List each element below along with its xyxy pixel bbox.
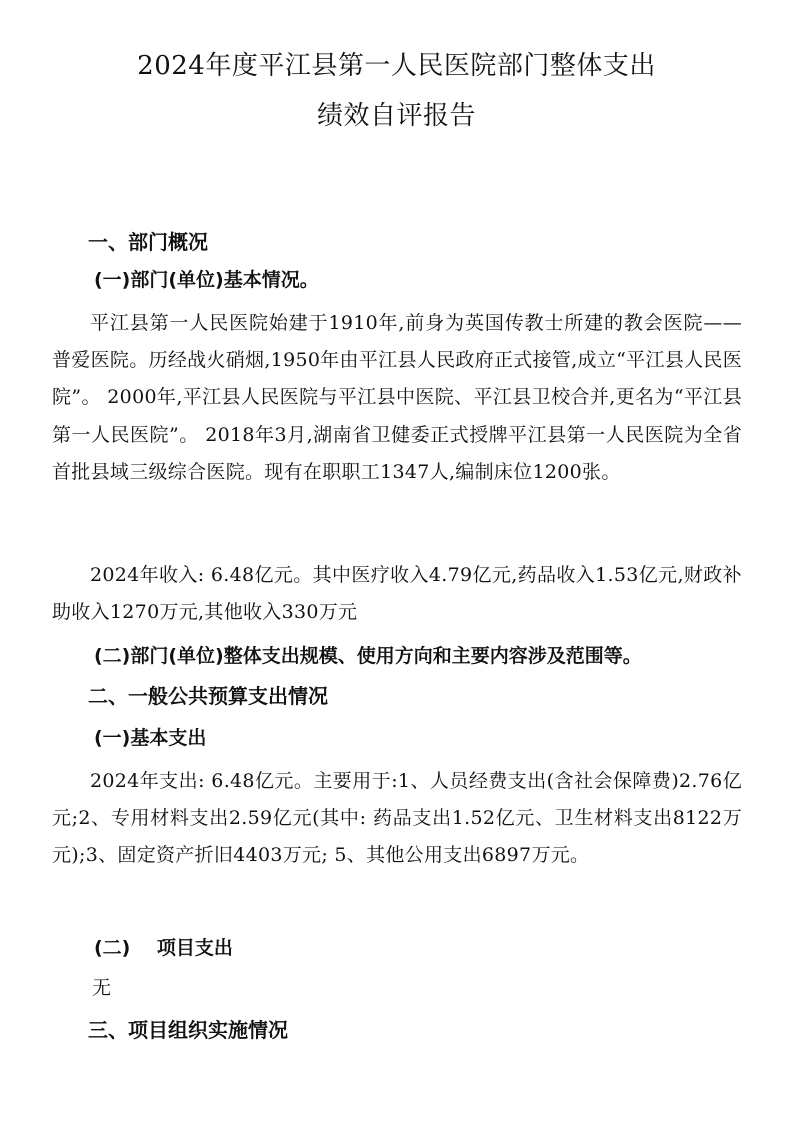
section-1-2-heading: (二)部门(单位)整体支出规模、使用方向和主要内容涉及范围等。 xyxy=(94,645,642,667)
section-2-heading: 二、一般公共预算支出情况 xyxy=(88,684,328,708)
section-2-2-text: 无 xyxy=(92,977,112,999)
section-1-1-paragraph-2: 2024年收入: 6.48亿元。其中医疗收入4.79亿元,药品收入1.53亿元,财政补助收入1270万元,其他收入330万元 xyxy=(52,564,742,624)
document-title-line2: 绩效自评报告 xyxy=(316,101,476,131)
section-1-heading: 一、部门概况 xyxy=(88,230,208,254)
section-3-heading: 三、项目组织实施情况 xyxy=(88,1018,288,1042)
section-1-1-paragraph-1: 平江县第一人民医院始建于1910年,前身为英国传教士所建的教会医院——普爱医院。历经战火硝烟,1950年由平江县人民政府正式接管,成立“平江县人民医院”。 2000年,平江县人民医院与平江县中医院、平江县卫校合并,更名为“平江县第一人民医院”。 2018年3月,湖南省卫健委正式授牌平江县第一人民医院为全省首批县域三级综合医院。现有在职职工1347人,编制床位1200张。 xyxy=(52,312,742,483)
document-title-line1: 2024年度平江县第一人民医院部门整体支出 xyxy=(137,51,656,81)
section-2-2-heading: (二) 项目支出 xyxy=(94,937,233,959)
section-1-1-heading: (一)部门(单位)基本情况。 xyxy=(94,269,319,291)
section-2-1-heading: (一)基本支出 xyxy=(94,727,207,749)
section-2-1-paragraph: 2024年支出: 6.48亿元。主要用于:1、人员经费支出(含社会保障费)2.76亿元;2、专用材料支出2.59亿元(其中: 药品支出1.52亿元、卫生材料支出8122万元);3、固定资产折旧4403万元; 5、其他公用支出6897万元。 xyxy=(52,770,742,867)
